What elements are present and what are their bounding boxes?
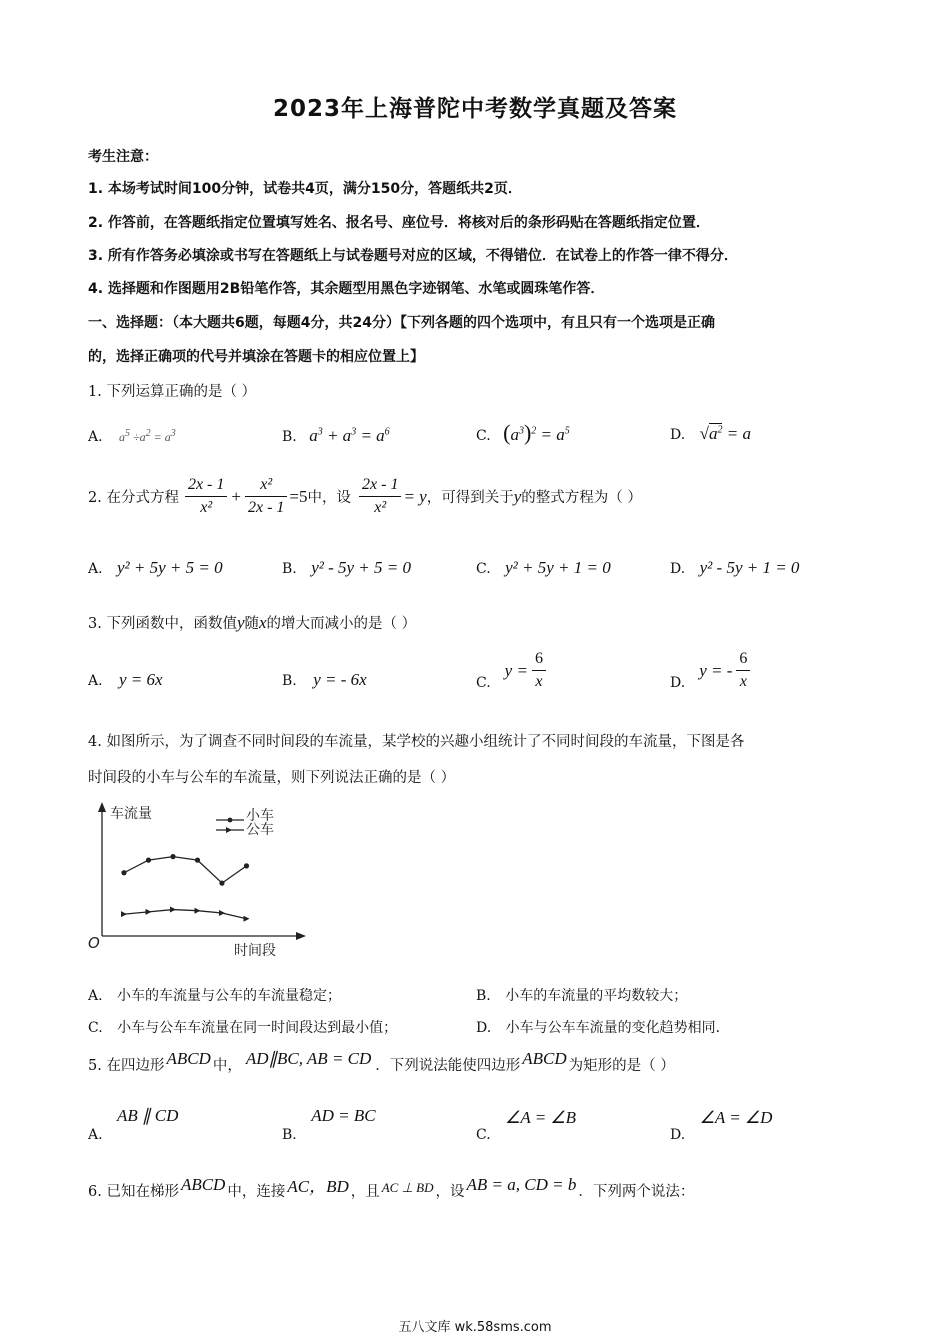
q6-trap: ABCD bbox=[180, 1175, 226, 1194]
q3-d-frac bbox=[736, 648, 750, 693]
option-label: A. bbox=[88, 988, 103, 1004]
q4-option-d bbox=[476, 1017, 730, 1037]
q2-c-expr: y² + 5y + 1 = 0 bbox=[505, 558, 611, 577]
q1-c-expr: $(a^3)^2 = a^5$ bbox=[503, 420, 570, 445]
q1-a-expr: $a^5 \div a^2 = a^3$ bbox=[119, 428, 176, 444]
q5-stem bbox=[88, 1049, 675, 1075]
q3-pre: 3. 下列函数中，函数值 bbox=[88, 616, 237, 632]
q5-post: ．下列说法能使四边形 bbox=[375, 1058, 521, 1074]
data-point-1-0 bbox=[121, 911, 127, 917]
q6-mid: 中，连接 bbox=[227, 1184, 286, 1200]
q5-option-d bbox=[670, 1108, 773, 1143]
data-point-1-3 bbox=[195, 908, 201, 914]
legend-label-bus: 公车 bbox=[246, 822, 274, 838]
frac-numerator: x² bbox=[245, 474, 287, 497]
frac-numerator: 2x - 1 bbox=[359, 474, 401, 497]
q4-a-text: 小车的车流量与公车的车流量稳定； bbox=[117, 988, 342, 1004]
q3-d-pre: y = - bbox=[699, 660, 733, 680]
q3-c-pre: y = bbox=[504, 660, 528, 680]
q5-option-a bbox=[88, 1106, 179, 1143]
q2-pre: 2. 在分式方程 bbox=[88, 490, 179, 506]
q6-pre: 6. 已知在梯形 bbox=[88, 1184, 179, 1200]
q2-stem bbox=[88, 474, 642, 519]
q4-c-text: 小车与公车车流量在同一时间段达到最小值； bbox=[117, 1020, 398, 1036]
option-label: A. bbox=[88, 673, 103, 689]
frac-denominator: 2x - 1 bbox=[247, 499, 285, 516]
legend-marker-car bbox=[228, 818, 233, 823]
data-point-1-4 bbox=[219, 910, 225, 916]
q6-diag: AC，BD bbox=[287, 1177, 349, 1196]
page-title: 2023年上海普陀中考数学真题及答案 bbox=[272, 96, 677, 122]
q1-option-b bbox=[282, 426, 390, 446]
data-point-0-2 bbox=[170, 854, 175, 859]
option-label: B. bbox=[282, 429, 297, 445]
frac-denominator: x² bbox=[200, 499, 213, 516]
notice-item-4: 4. 选择题和作图题用2B铅笔作答，其余题型用黑色字迹钢笔、水笔或圆珠笔作答． bbox=[88, 281, 605, 297]
q1-b-expr: $a^3 + a^3 = a^6$ bbox=[309, 426, 390, 445]
notice-item-2: 2. 作答前，在答题纸指定位置填写姓名、报名号、座位号．将核对后的条形码贴在答题纸指定位置． bbox=[88, 215, 710, 231]
section1-line1: 一、选择题：（本大题共6题，每题4分，共24分）【下列各题的四个选项中，有且只有一个选项是正确 bbox=[88, 315, 715, 331]
option-label: C. bbox=[476, 561, 491, 577]
data-point-0-4 bbox=[219, 881, 224, 886]
option-label: C. bbox=[476, 1127, 491, 1143]
option-label: A. bbox=[88, 561, 103, 577]
q5-cond: AD∥BC, AB = CD bbox=[245, 1049, 372, 1068]
frac-numerator: 2x - 1 bbox=[185, 474, 227, 497]
plus-sign: + bbox=[231, 486, 241, 506]
q3-x: x bbox=[259, 613, 267, 632]
q4-line2: 时间段的小车与公车的车流量，则下列说法正确的是（ ） bbox=[88, 770, 456, 786]
q2-b-expr: y² - 5y + 5 = 0 bbox=[311, 558, 411, 577]
q3-option-b bbox=[282, 670, 367, 690]
q3-b-expr: y = - 6x bbox=[313, 670, 367, 689]
legend-label-car: 小车 bbox=[246, 808, 274, 824]
option-label: C. bbox=[476, 428, 491, 444]
y-axis-arrow bbox=[98, 802, 106, 812]
series-line-1 bbox=[124, 910, 247, 919]
q2-eq2: = y bbox=[403, 486, 427, 506]
footer-watermark: 五八文库 wk.58sms.com bbox=[398, 1320, 552, 1335]
q2-option-a bbox=[88, 558, 223, 578]
q2-frac2 bbox=[245, 474, 287, 519]
q6-set: AB = a, CD = b bbox=[466, 1175, 577, 1194]
option-label: D. bbox=[670, 561, 686, 577]
q2-post2: 的整式方程为（ ） bbox=[521, 490, 642, 506]
option-label: C. bbox=[476, 674, 491, 691]
q1-stem: 1. 下列运算正确的是（ ） bbox=[88, 384, 257, 400]
q1-option-c bbox=[476, 420, 570, 446]
option-label: B. bbox=[282, 673, 297, 689]
q3-post: 的增大而减小的是（ ） bbox=[266, 616, 417, 632]
notice-item-3: 3. 所有作答务必填涂或书写在答题纸上与试卷题号对应的区域，不得错位．在试卷上的作答一律不得分． bbox=[88, 248, 738, 264]
option-label: C. bbox=[88, 1020, 103, 1036]
q2-post: ，可得到关于 bbox=[426, 490, 514, 506]
section1-line2: 的，选择正确项的代号并填涂在答题卡的相应位置上】 bbox=[88, 349, 424, 365]
data-point-1-5 bbox=[244, 916, 250, 922]
q5-d-expr: ∠A = ∠D bbox=[699, 1108, 773, 1127]
option-label: B. bbox=[282, 561, 297, 577]
data-point-0-3 bbox=[195, 858, 200, 863]
q3-stem bbox=[88, 612, 416, 633]
data-point-0-1 bbox=[146, 858, 151, 863]
q6-perp: AC ⊥ BD bbox=[381, 1180, 434, 1195]
q3-y: y bbox=[236, 613, 245, 632]
q6-mid3: ，设 bbox=[435, 1184, 465, 1200]
q2-eq: =5 bbox=[289, 486, 308, 506]
data-point-1-1 bbox=[146, 909, 152, 915]
q3-option-d bbox=[670, 648, 750, 693]
q5-post2: 为矩形的是（ ） bbox=[568, 1058, 675, 1074]
option-label: D. bbox=[670, 1127, 686, 1143]
frac-denominator: x bbox=[739, 673, 747, 690]
q5-b-expr: AD = BC bbox=[311, 1106, 376, 1125]
origin-label: O bbox=[88, 934, 100, 952]
legend-marker-bus bbox=[226, 827, 232, 833]
q4-d-text: 小车与公车车流量的变化趋势相同． bbox=[505, 1020, 730, 1036]
frac-numerator: 6 bbox=[532, 648, 546, 671]
data-point-0-5 bbox=[244, 863, 249, 868]
q2-option-b bbox=[282, 558, 411, 578]
option-label: A. bbox=[88, 1127, 103, 1143]
x-axis-label: 时间段 bbox=[234, 943, 276, 959]
q5-pre: 5. 在四边形 bbox=[88, 1058, 165, 1074]
option-label: D. bbox=[670, 427, 686, 443]
option-label: B. bbox=[282, 1127, 297, 1143]
q5-c-expr: ∠A = ∠B bbox=[505, 1108, 577, 1127]
q5-quad: ABCD bbox=[166, 1049, 211, 1068]
q5-mid: 中， bbox=[212, 1058, 242, 1074]
q5-option-b bbox=[282, 1106, 376, 1143]
q2-frac3 bbox=[359, 474, 401, 519]
q3-option-a bbox=[88, 670, 163, 690]
q5-a-expr: AB ∥ CD bbox=[117, 1106, 179, 1125]
notice-item-1: 1. 本场考试时间100分钟，试卷共4页，满分150分，答题纸共2页． bbox=[88, 181, 522, 197]
chart-legend bbox=[216, 808, 274, 838]
q4-b-text: 小车的车流量的平均数较大； bbox=[505, 988, 688, 1004]
x-axis-arrow bbox=[296, 932, 306, 940]
q3-c-frac bbox=[532, 648, 546, 693]
frac-denominator: x bbox=[535, 673, 543, 690]
q1-d-expr: $√a^2 = a$ bbox=[699, 424, 751, 443]
q4-line1: 4. 如图所示，为了调查不同时间段的车流量，某学校的兴趣小组统计了不同时间段的车流量，下图是各 bbox=[88, 734, 745, 750]
q2-d-expr: y² - 5y + 1 = 0 bbox=[699, 558, 800, 577]
option-label: D. bbox=[670, 674, 686, 691]
q1-option-d bbox=[670, 424, 751, 444]
option-label: B. bbox=[476, 988, 491, 1004]
q3-mid: 随 bbox=[244, 616, 259, 632]
q4-option-a bbox=[88, 985, 341, 1005]
q2-var: y bbox=[513, 486, 522, 506]
q6-post: ．下列两个说法： bbox=[578, 1184, 695, 1200]
notice-heading: 考生注意： bbox=[88, 149, 158, 165]
data-point-0-0 bbox=[121, 870, 126, 875]
q1-option-a bbox=[88, 428, 176, 445]
frac-denominator: x² bbox=[374, 499, 387, 516]
q3-option-c bbox=[476, 648, 546, 693]
option-label: A. bbox=[88, 429, 103, 445]
frac-numerator: 6 bbox=[736, 648, 750, 671]
q2-frac1 bbox=[185, 474, 227, 519]
q2-option-d bbox=[670, 558, 799, 578]
series-line-0 bbox=[124, 857, 247, 883]
q3-a-expr: y = 6x bbox=[119, 670, 163, 689]
q5-quad2: ABCD bbox=[522, 1049, 567, 1068]
q2-option-c bbox=[476, 558, 611, 578]
y-axis-label: 车流量 bbox=[110, 806, 152, 822]
traffic-chart bbox=[80, 796, 320, 966]
data-point-1-2 bbox=[170, 907, 176, 913]
q2-mid: 中，设 bbox=[307, 490, 352, 506]
q6-stem bbox=[88, 1176, 694, 1201]
q6-mid2: ，且 bbox=[350, 1184, 380, 1200]
chart-series bbox=[121, 854, 250, 922]
q2-a-expr: y² + 5y + 5 = 0 bbox=[117, 558, 223, 577]
option-label: D. bbox=[476, 1020, 492, 1036]
q4-option-b bbox=[476, 985, 687, 1005]
q5-option-c bbox=[476, 1108, 577, 1143]
q4-option-c bbox=[88, 1017, 397, 1037]
